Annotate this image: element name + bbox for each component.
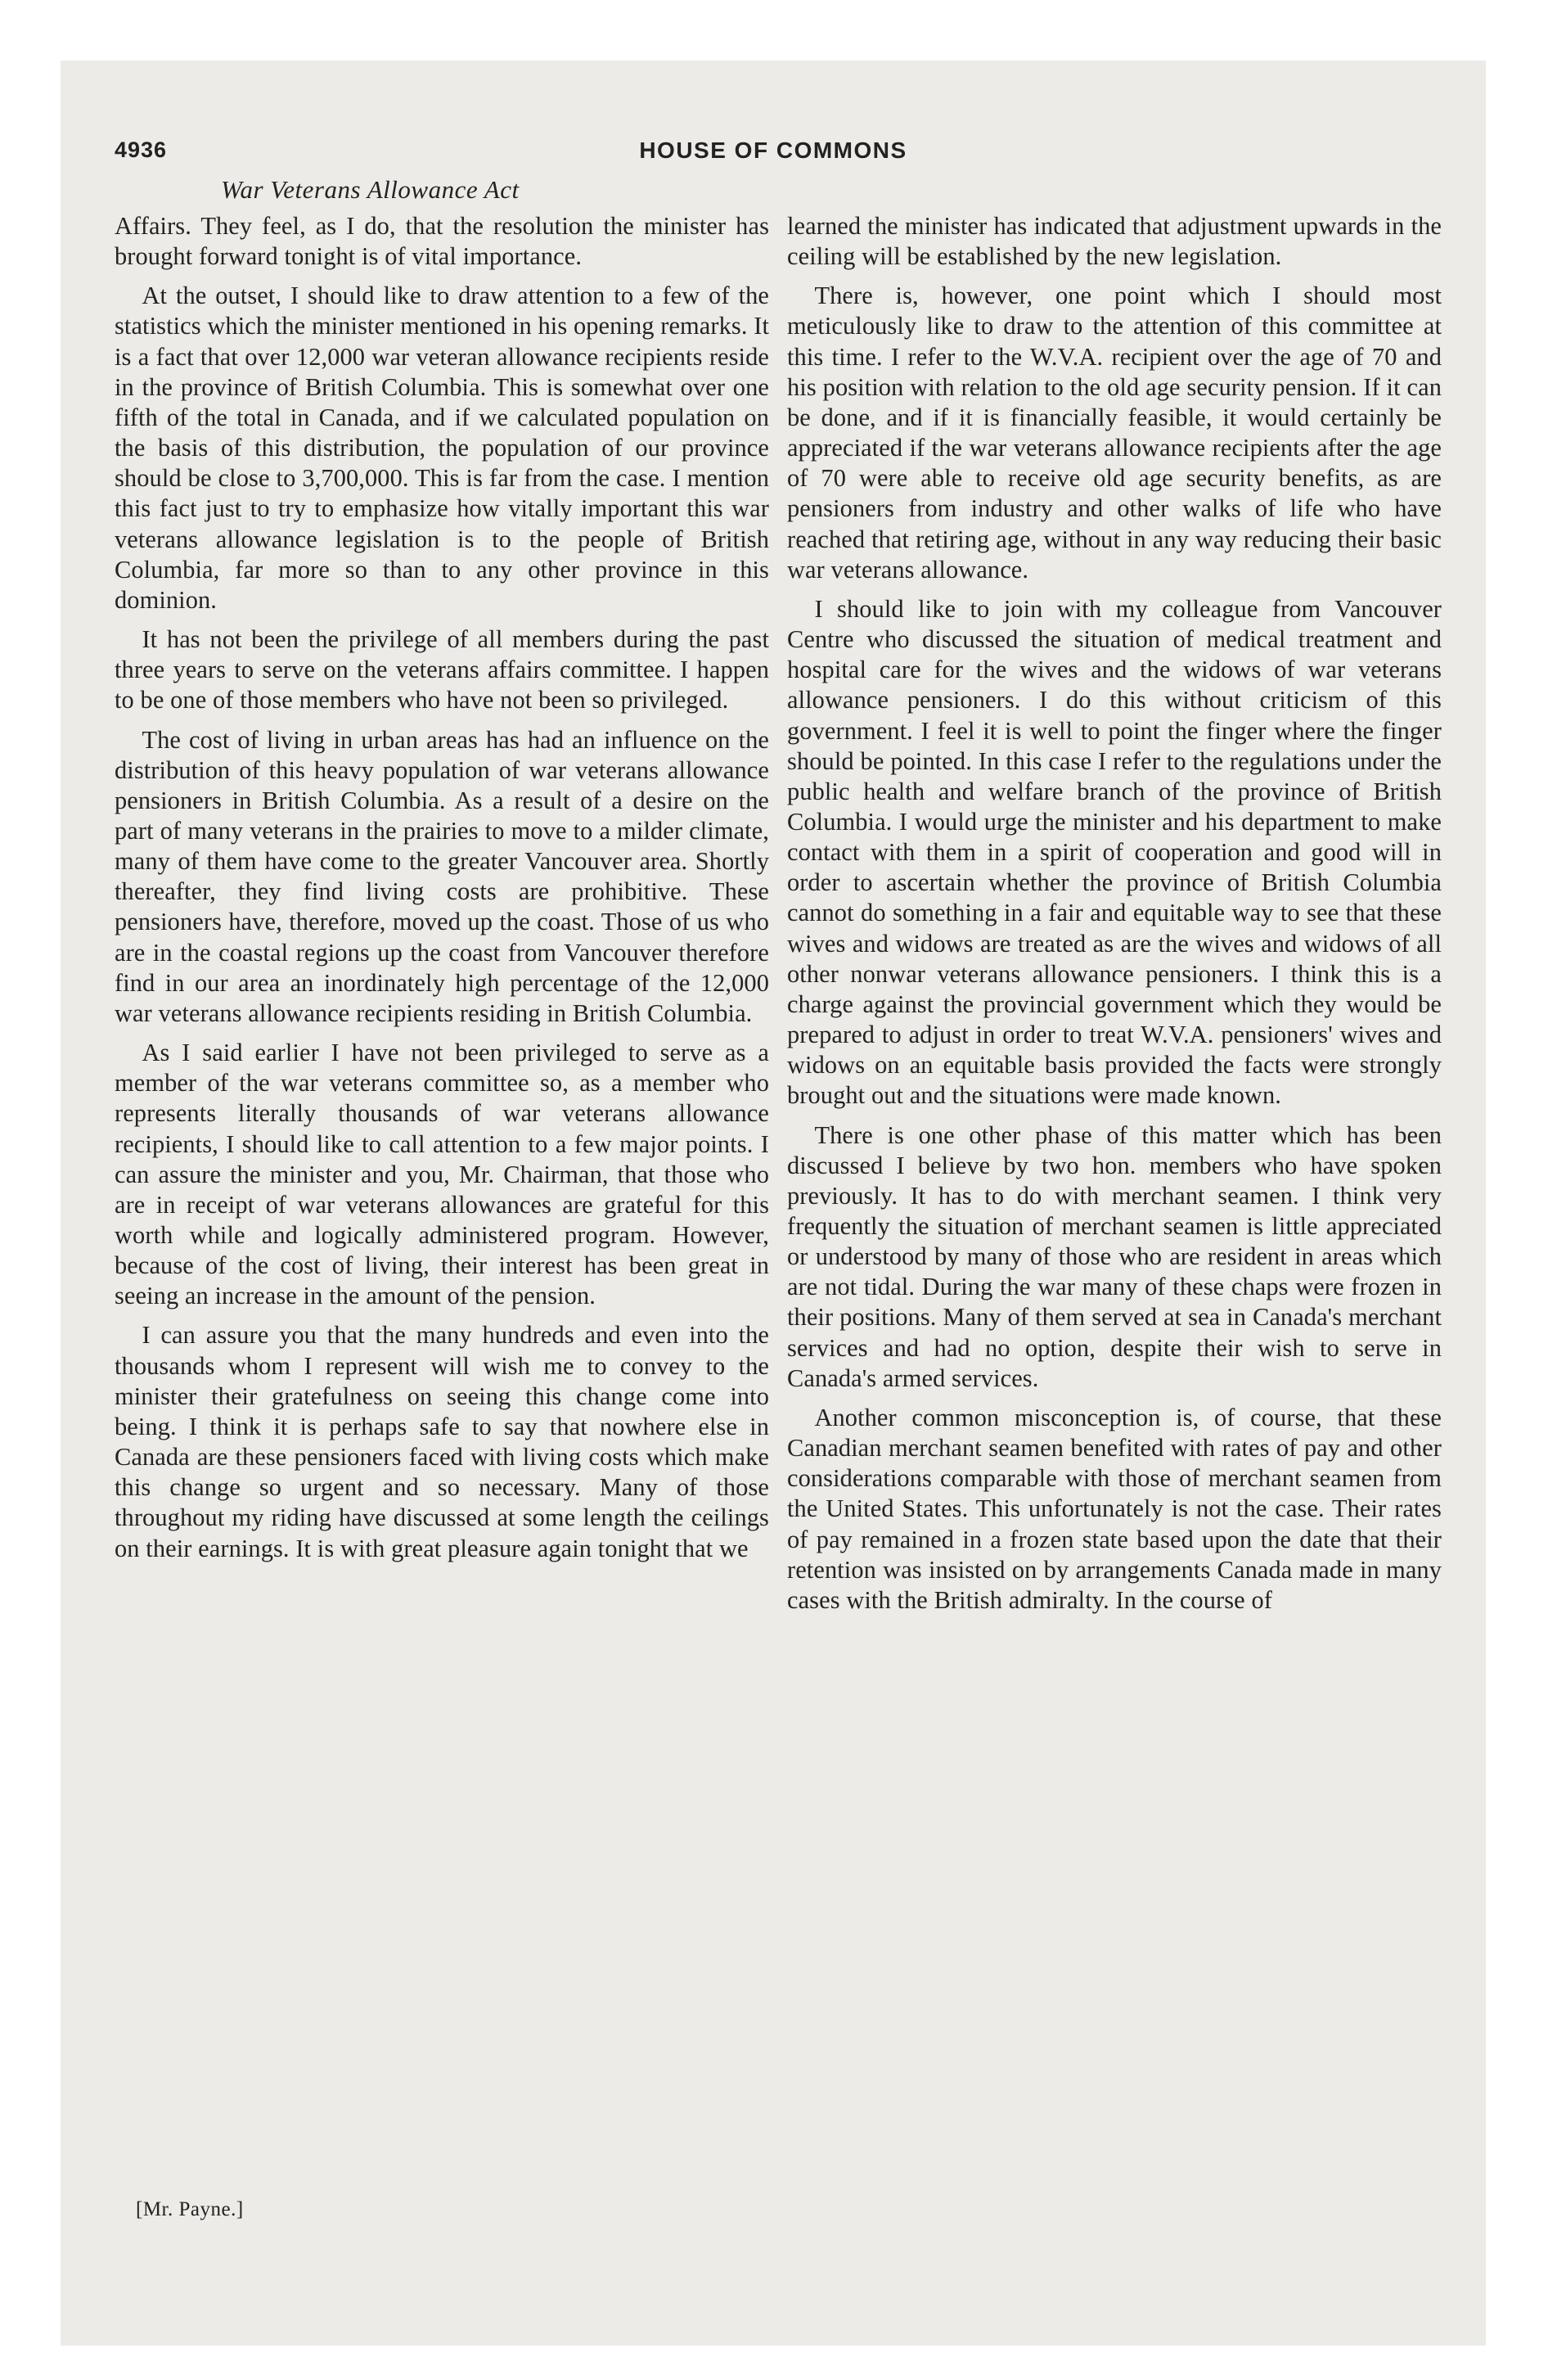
paragraph: It has not been the privilege of all members during the past three years to serve on the veterans affairs committee. I happen to be one of those members who have not been so privileged. xyxy=(115,625,769,714)
paragraph: The cost of living in urban areas has had an influence on the distribution of this heavy population of war veterans allowance pensioners in British Columbia. As a result of a desire on the part of many veterans in the prairies to move to a milder climate, many of them have come to the greater Vancouver area. Shortly thereafter, they find living costs are prohibitive. These pensioners have, therefore, moved up the coast. Those of us who are in the coastal regions up the coast from Vancouver therefore find in our area an inordinately high percentage of the 12,000 war veterans allowance recipients residing in British Columbia. xyxy=(115,725,769,1027)
paragraph: Affairs. They feel, as I do, that the resolution the minister has brought forward tonight is of vital importance. xyxy=(115,212,769,271)
paragraph: At the outset, I should like to draw attention to a few of the statistics which the minister mentioned in his opening remarks. It is a fact that over 12,000 war veteran allowance recipients reside in the province of British Columbia. This is somewhat over one fifth of the total in Canada, and if we calculated population on the basis of this distribution, the population of our province should be close to 3,700,000. This is far from the case. I mention this fact just to try to emphasize how vitally important this war veterans allowance legislation is to the people of British Columbia, far more so than to any other province in this dominion. xyxy=(115,282,769,614)
debate-subject: War Veterans Allowance Act xyxy=(221,175,520,204)
paragraph: learned the minister has indicated that adjustment upwards in the ceiling will be established by the new legislation. xyxy=(787,212,1442,271)
page-number: 4936 xyxy=(115,137,168,162)
paragraph: I can assure you that the many hundreds and even into the thousands whom I represent will wish me to convey to the minister their gratefulness on seeing this change come into being. I think it is perhaps safe to say that nowhere else in Canada are these pensioners faced with living costs which make this change so urgent and so necessary. Many of those throughout my riding have discussed at some length the ceilings on their earnings. It is with great pleasure again tonight that we xyxy=(115,1321,769,1562)
right-column xyxy=(787,211,1442,1625)
paragraph: There is one other phase of this matter which has been discussed I believe by two hon. members who have spoken previously. It has to do with merchant seamen. I think very frequently the situation of merchant seamen is little appreciated or understood by many of those who are resident in areas which are not tidal. During the war many of these chaps were frozen in their positions. Many of them served at sea in Canada's merchant services and had no option, despite their wish to serve in Canada's armed services. xyxy=(787,1120,1442,1392)
running-title: HOUSE OF COMMONS xyxy=(639,137,907,163)
document-page xyxy=(61,61,1486,2346)
paragraph: I should like to join with my colleague from Vancouver Centre who discussed the situation of medical treatment and hospital care for the wives and the widows of war veterans allowance pensioners. I do this without criticism of this government. I feel it is well to point the finger where the finger should be pointed. In this case I refer to the regulations under the public health and welfare branch of the province of British Columbia. I would urge the minister and his department to make contact with them in a spirit of cooperation and good will in order to ascertain whether the province of British Columbia cannot do something in a fair and equitable way to see that these wives and widows are treated as are the wives and widows of all other nonwar veterans allowance pensioners. I think this is a charge against the provincial government which they would be prepared to adjust in order to treat W.V.A. pensioners' wives and widows on an equitable basis provided the facts were strongly brought out and the situations were made known. xyxy=(787,594,1442,1110)
paragraph: As I said earlier I have not been privileged to serve as a member of the war veterans committee so, as a member who represents literally thousands of war veterans allowance recipients, I should like to call attention to a few major points. I can assure the minister and you, Mr. Chairman, that those who are in receipt of war veterans allowances are grateful for this worth while and logically administered program. However, because of the cost of living, their interest has been great in seeing an increase in the amount of the pension. xyxy=(115,1039,769,1310)
paragraph: Another common misconception is, of course, that these Canadian merchant seamen benefited with rates of pay and other considerations comparable with those of merchant seamen from the United States. This unfortunately is not the case. Their rates of pay remained in a frozen state based upon the date that their retention was insisted on by arrangements Canada made in many cases with the British admiralty. In the course of xyxy=(787,1403,1442,1614)
speaker-attribution: [Mr. Payne.] xyxy=(136,2198,244,2220)
page-header xyxy=(115,137,1432,178)
left-column xyxy=(115,211,769,1573)
paragraph: There is, however, one point which I should most meticulously like to draw to the attention of this committee at this time. I refer to the W.V.A. recipient over the age of 70 and his position with relation to the old age security pension. If it can be done, and if it is financially feasible, it would certainly be appreciated if the war veterans allowance recipients after the age of 70 were able to receive old age security benefits, as are pensioners from industry and other walks of life who have reached that retiring age, without in any way reducing their basic war veterans allowance. xyxy=(787,282,1442,584)
